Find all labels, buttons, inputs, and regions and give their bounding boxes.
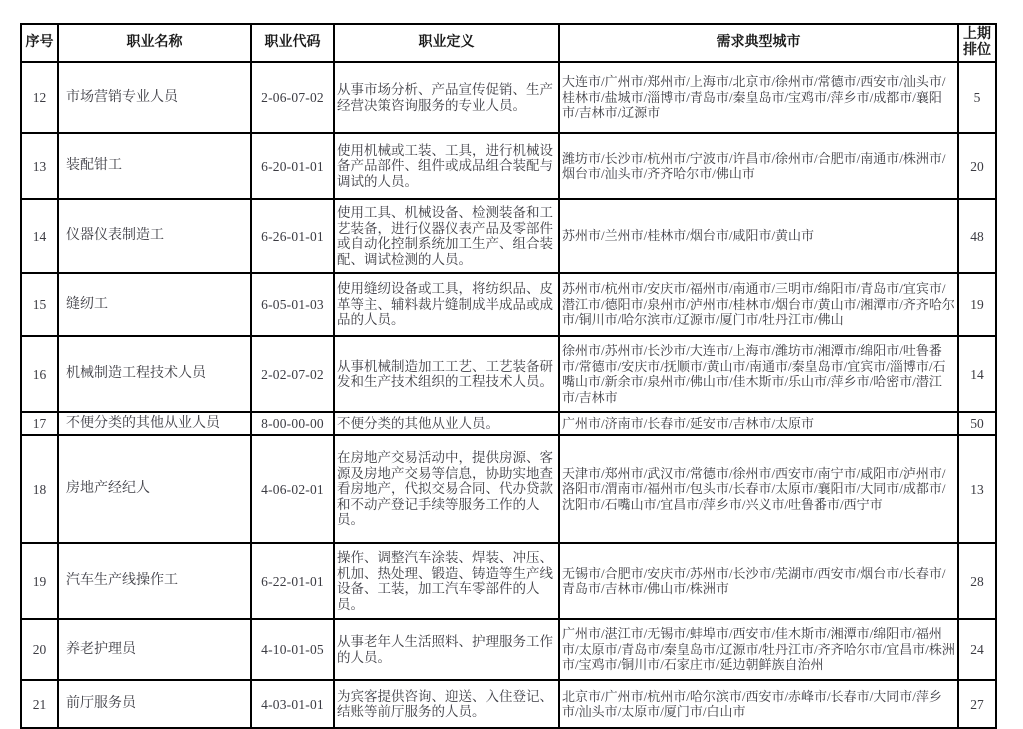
table-row	[21, 273, 996, 336]
table-header-row	[21, 24, 996, 62]
table-row	[21, 336, 996, 412]
cell-serial-no: 14	[21, 199, 58, 273]
occupation-ranking-table	[20, 23, 997, 729]
cell-demand-cities: 北京市/广州市/杭州市/哈尔滨市/西安市/赤峰市/长春市/大同市/萍乡市/汕头市/太原市/厦门市/白山市	[559, 680, 958, 728]
cell-occupation-definition: 从事机械制造加工工艺、工艺装备研发和生产技术组织的工程技术人员。	[334, 336, 559, 412]
cell-occupation-definition: 从事市场分析、产品宣传促销、生产经营决策咨询服务的专业人员。	[334, 62, 559, 133]
cell-demand-cities: 广州市/济南市/长春市/延安市/吉林市/太原市	[559, 412, 958, 435]
cell-occupation-code: 8-00-00-00	[251, 412, 334, 435]
table-row	[21, 435, 996, 543]
table-row	[21, 133, 996, 199]
cell-previous-rank: 19	[958, 273, 996, 336]
cell-serial-no: 18	[21, 435, 58, 543]
cell-occupation-code: 6-26-01-01	[251, 199, 334, 273]
column-header-occupation-name: 职业名称	[58, 24, 251, 62]
cell-occupation-definition: 从事老年人生活照料、护理服务工作的人员。	[334, 619, 559, 680]
table-row	[21, 619, 996, 680]
cell-previous-rank: 24	[958, 619, 996, 680]
cell-serial-no: 21	[21, 680, 58, 728]
column-header-occupation-definition: 职业定义	[334, 24, 559, 62]
cell-demand-cities: 大连市/广州市/郑州市/上海市/北京市/徐州市/常德市/西安市/汕头市/桂林市/盐城市/淄博市/青岛市/秦皇岛市/宝鸡市/萍乡市/成都市/襄阳市/吉林市/辽源市	[559, 62, 958, 133]
cell-demand-cities: 徐州市/苏州市/长沙市/大连市/上海市/潍坊市/湘潭市/绵阳市/吐鲁番市/常德市/安庆市/抚顺市/黄山市/南通市/秦皇岛市/宜宾市/淄博市/石嘴山市/新余市/泉州市/佛山市/佳木斯市/乐山市/萍乡市/哈密市/潜江市/吉林市	[559, 336, 958, 412]
cell-occupation-code: 4-10-01-05	[251, 619, 334, 680]
cell-occupation-definition: 使用缝纫设备或工具，将纺织品、皮革等主、辅料裁片缝制成半成品或成品的人员。	[334, 273, 559, 336]
cell-occupation-code: 4-03-01-01	[251, 680, 334, 728]
cell-demand-cities: 苏州市/杭州市/安庆市/福州市/南通市/三明市/绵阳市/青岛市/宜宾市/潜江市/德阳市/泉州市/泸州市/桂林市/烟台市/黄山市/湘潭市/齐齐哈尔市/铜川市/哈尔滨市/辽源市/厦门市/牡丹江市/佛山	[559, 273, 958, 336]
column-header-previous-rank: 上期排位	[958, 24, 996, 62]
cell-occupation-name: 房地产经纪人	[58, 435, 251, 543]
cell-serial-no: 19	[21, 543, 58, 619]
table-row	[21, 199, 996, 273]
cell-previous-rank: 5	[958, 62, 996, 133]
cell-occupation-code: 2-02-07-02	[251, 336, 334, 412]
cell-occupation-definition: 使用工具、机械设备、检测装备和工艺装备，进行仪器仪表产品及零部件或自动化控制系统加工生产、组合装配、调试检测的人员。	[334, 199, 559, 273]
table-row	[21, 62, 996, 133]
cell-occupation-definition: 不便分类的其他从业人员。	[334, 412, 559, 435]
cell-previous-rank: 27	[958, 680, 996, 728]
cell-previous-rank: 14	[958, 336, 996, 412]
cell-previous-rank: 28	[958, 543, 996, 619]
column-header-demand-cities: 需求典型城市	[559, 24, 958, 62]
cell-occupation-definition: 为宾客提供咨询、迎送、入住登记、结账等前厅服务的人员。	[334, 680, 559, 728]
table-row	[21, 680, 996, 728]
cell-occupation-code: 4-06-02-01	[251, 435, 334, 543]
cell-occupation-name: 缝纫工	[58, 273, 251, 336]
cell-occupation-code: 6-20-01-01	[251, 133, 334, 199]
cell-serial-no: 13	[21, 133, 58, 199]
cell-occupation-definition: 使用机械或工装、工具，进行机械设备产品部件、组件或成品组合装配与调试的人员。	[334, 133, 559, 199]
cell-serial-no: 20	[21, 619, 58, 680]
cell-demand-cities: 潍坊市/长沙市/杭州市/宁波市/许昌市/徐州市/合肥市/南通市/株洲市/烟台市/汕头市/齐齐哈尔市/佛山市	[559, 133, 958, 199]
cell-serial-no: 16	[21, 336, 58, 412]
table-row	[21, 412, 996, 435]
cell-occupation-code: 6-05-01-03	[251, 273, 334, 336]
cell-occupation-definition: 操作、调整汽车涂装、焊装、冲压、机加、热处理、锻造、铸造等生产线设备、工装，加工汽车零部件的人员。	[334, 543, 559, 619]
cell-serial-no: 17	[21, 412, 58, 435]
cell-previous-rank: 20	[958, 133, 996, 199]
cell-occupation-name: 不便分类的其他从业人员	[58, 412, 251, 435]
cell-occupation-name: 机械制造工程技术人员	[58, 336, 251, 412]
cell-previous-rank: 48	[958, 199, 996, 273]
cell-demand-cities: 天津市/郑州市/武汉市/常德市/徐州市/西安市/南宁市/咸阳市/泸州市/洛阳市/渭南市/福州市/包头市/长春市/太原市/襄阳市/大同市/成都市/沈阳市/石嘴山市/宜昌市/萍乡市/兴义市/吐鲁番市/西宁市	[559, 435, 958, 543]
cell-occupation-definition: 在房地产交易活动中，提供房源、客源及房地产交易等信息，协助实地查看房地产，代拟交易合同、代办贷款和不动产登记手续等服务工作的人员。	[334, 435, 559, 543]
cell-occupation-name: 汽车生产线操作工	[58, 543, 251, 619]
cell-occupation-name: 仪器仪表制造工	[58, 199, 251, 273]
table-row	[21, 543, 996, 619]
cell-demand-cities: 苏州市/兰州市/桂林市/烟台市/咸阳市/黄山市	[559, 199, 958, 273]
column-header-occupation-code: 职业代码	[251, 24, 334, 62]
cell-occupation-name: 前厅服务员	[58, 680, 251, 728]
cell-occupation-name: 养老护理员	[58, 619, 251, 680]
cell-occupation-code: 6-22-01-01	[251, 543, 334, 619]
cell-occupation-code: 2-06-07-02	[251, 62, 334, 133]
cell-demand-cities: 无锡市/合肥市/安庆市/苏州市/长沙市/芜湖市/西安市/烟台市/长春市/青岛市/吉林市/佛山市/株洲市	[559, 543, 958, 619]
cell-serial-no: 15	[21, 273, 58, 336]
cell-demand-cities: 广州市/湛江市/无锡市/蚌埠市/西安市/佳木斯市/湘潭市/绵阳市/福州市/太原市/青岛市/秦皇岛市/辽源市/牡丹江市/齐齐哈尔市/宜昌市/株洲市/宝鸡市/铜川市/石家庄市/延边朝鲜族自治州	[559, 619, 958, 680]
cell-serial-no: 12	[21, 62, 58, 133]
cell-previous-rank: 50	[958, 412, 996, 435]
cell-occupation-name: 市场营销专业人员	[58, 62, 251, 133]
cell-occupation-name: 装配钳工	[58, 133, 251, 199]
cell-previous-rank: 13	[958, 435, 996, 543]
column-header-serial-no: 序号	[21, 24, 58, 62]
